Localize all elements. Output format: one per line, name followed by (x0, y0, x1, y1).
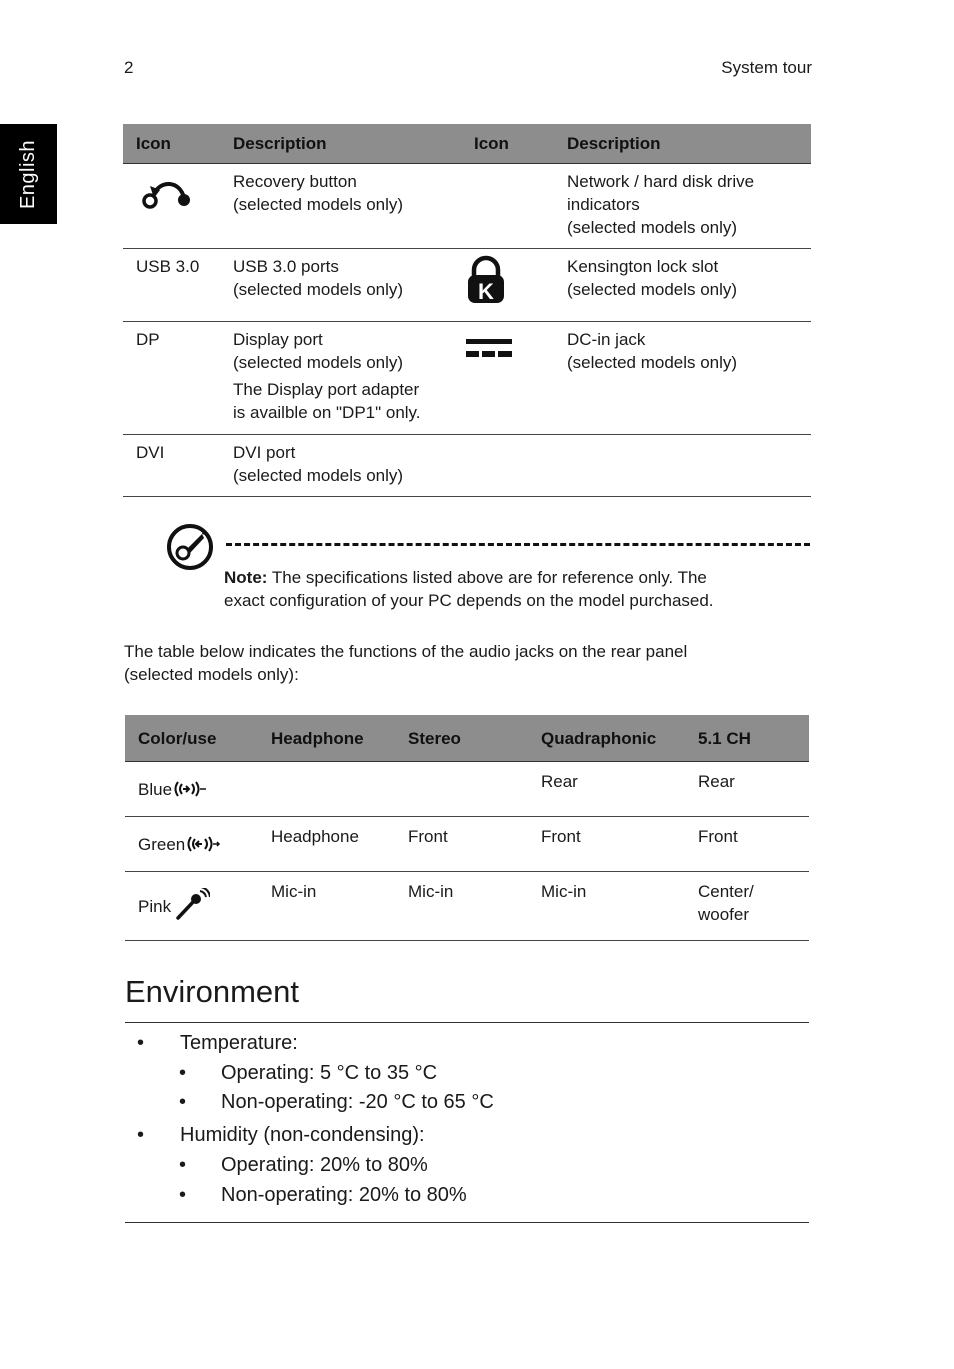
icon-cell (461, 249, 554, 322)
page-number: 2 (124, 58, 134, 77)
language-tab-label: English (17, 139, 40, 209)
list-item: Humidity (non-condensing): (180, 1124, 425, 1146)
stereo-cell: Mic-in (395, 872, 528, 941)
table-row (123, 164, 811, 249)
icon-cell (461, 322, 554, 435)
description-cell (554, 435, 811, 497)
intro-line: (selected models only): (124, 665, 299, 684)
five-one-ch-cell: Front (685, 817, 809, 872)
svg-text:K: K (478, 279, 494, 304)
column-header-quadraphonic: Quadraphonic (528, 715, 685, 762)
audio-table-intro (124, 640, 804, 686)
note-label: Note: (224, 568, 268, 587)
table-row (123, 322, 811, 435)
icon-label-cell: DP (123, 322, 220, 435)
cell-line: woofer (698, 905, 750, 924)
icon-label-cell: USB 3.0 (123, 249, 220, 322)
description-line: is availble on "DP1" only. (233, 403, 421, 422)
description-line: (selected models only) (567, 280, 738, 299)
stereo-cell (395, 762, 528, 817)
bullet: • (179, 1062, 187, 1084)
icon-label-cell: DVI (123, 435, 220, 497)
environment-list (125, 1030, 809, 1220)
description-line: (selected models only) (233, 466, 404, 485)
section-divider-top (125, 1022, 809, 1023)
description-line: USB 3.0 ports (233, 257, 339, 276)
description-cell (220, 249, 461, 322)
list-item: Temperature: (180, 1032, 298, 1054)
section-title: System tour (721, 58, 812, 77)
description-line: DVI port (233, 443, 296, 462)
headphone-cell: Headphone (258, 817, 395, 872)
column-header-color-use: Color/use (125, 715, 258, 762)
list-item: Non-operating: 20% to 80% (221, 1184, 467, 1206)
description-line: (selected models only) (233, 353, 404, 372)
description-line: (selected models only) (233, 195, 404, 214)
list-item: Non-operating: -20 °C to 65 °C (221, 1091, 494, 1113)
five-one-ch-cell: Rear (685, 762, 809, 817)
kensington-lock-icon (466, 255, 506, 307)
description-line: The Display port adapter (233, 380, 420, 399)
five-one-ch-cell (685, 872, 809, 941)
note-divider (226, 543, 810, 546)
icon-cell (461, 164, 554, 249)
line-out-icon (185, 834, 221, 854)
audio-jack-table (125, 715, 809, 941)
list-item: Operating: 20% to 80% (221, 1154, 428, 1176)
description-line: Recovery button (233, 172, 357, 191)
description-line: Kensington lock slot (567, 257, 719, 276)
color-cell (125, 762, 258, 817)
bullet: • (137, 1032, 145, 1054)
column-header-icon-2: Icon (461, 124, 554, 164)
description-cell (554, 164, 811, 249)
column-header-description-2: Description (554, 124, 811, 164)
description-line: Network / hard disk drive (567, 172, 755, 191)
icon-cell (461, 435, 554, 497)
description-cell (220, 435, 461, 497)
section-divider-bottom (125, 1222, 809, 1223)
headphone-cell: Mic-in (258, 872, 395, 941)
description-line: indicators (567, 195, 640, 214)
headphone-cell (258, 762, 395, 817)
description-line: (selected models only) (567, 218, 738, 237)
note-body: The specifications listed above are for reference only. The (267, 568, 707, 587)
language-tab (0, 124, 57, 224)
note-text (224, 566, 814, 612)
column-header-stereo: Stereo (395, 715, 528, 762)
cell-line: Center/ (698, 882, 754, 901)
table-header-row (123, 124, 811, 164)
description-line: DC-in jack (567, 330, 646, 349)
description-line: (selected models only) (233, 280, 404, 299)
intro-line: The table below indicates the functions of the audio jacks on the rear panel (124, 642, 688, 661)
bullet: • (179, 1154, 187, 1176)
description-cell (554, 249, 811, 322)
color-cell (125, 872, 258, 941)
quadraphonic-cell: Front (528, 817, 685, 872)
stereo-cell: Front (395, 817, 528, 872)
jack-color-label: Blue (138, 780, 173, 799)
quadraphonic-cell: Mic-in (528, 872, 685, 941)
column-header-headphone: Headphone (258, 715, 395, 762)
table-header-row (125, 715, 809, 762)
description-line: (selected models only) (567, 353, 738, 372)
column-header-description: Description (220, 124, 461, 164)
note-body-line-2: exact configuration of your PC depends on the model purchased. (224, 591, 714, 610)
recovery-button-icon (140, 176, 192, 212)
environment-heading: Environment (125, 974, 300, 1009)
jack-color-label: Pink (138, 897, 172, 916)
column-header-icon: Icon (123, 124, 220, 164)
jack-color-label: Green (138, 835, 186, 854)
description-cell (554, 322, 811, 435)
table-row (125, 872, 809, 941)
icon-description-table (123, 124, 811, 497)
description-line: Display port (233, 330, 323, 349)
bullet: • (179, 1184, 187, 1206)
bullet: • (137, 1124, 145, 1146)
table-row (125, 817, 809, 872)
list-item: Operating: 5 °C to 35 °C (221, 1062, 438, 1084)
microphone-icon (176, 888, 210, 920)
description-cell (220, 322, 461, 435)
note-icon (166, 523, 214, 571)
column-header-5-1-ch: 5.1 CH (685, 715, 809, 762)
line-in-icon (172, 779, 206, 799)
table-row (123, 249, 811, 322)
description-cell (220, 164, 461, 249)
color-cell (125, 817, 258, 872)
quadraphonic-cell: Rear (528, 762, 685, 817)
table-row (125, 762, 809, 817)
icon-cell (123, 164, 220, 249)
table-row (123, 435, 811, 497)
dc-in-jack-icon (466, 336, 512, 362)
bullet: • (179, 1091, 187, 1113)
